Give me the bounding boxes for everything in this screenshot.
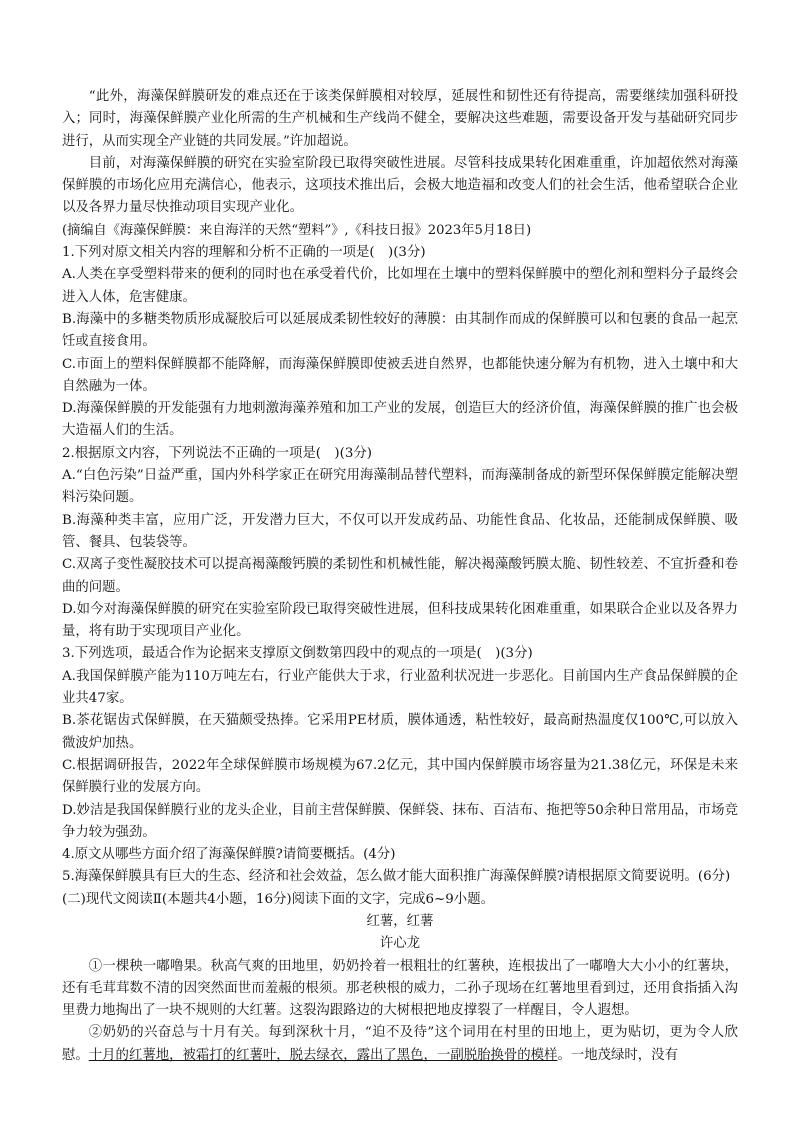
option-c: C.根据调研报告，2022年全球保鲜膜市场规模为67.2亿元，其中国内保鲜膜市场容量为21.38亿元，环保是未来保鲜膜行业的发展方向。 bbox=[62, 757, 738, 796]
option-a: A.“白色污染”日益严重，国内外科学家正在研究用海藻制品替代塑料，而海藻制备成的新型环保保鲜膜定能解决塑料污染问题。 bbox=[62, 468, 738, 506]
question-4: 4.原文从哪些方面介绍了海藻保鲜膜?请简要概括。(4分) bbox=[62, 847, 396, 863]
option-c: C.市面上的塑料保鲜膜都不能降解，而海藻保鲜膜即使被丢进自然界，也都能快速分解为有机物，进入土壤中和大自然融为一体。 bbox=[62, 356, 738, 394]
option-b: B.海藻中的多糖类物质形成凝胶后可以延展成柔韧性较好的薄膜：由其制作而成的保鲜膜可以和包裹的食品一起烹饪或直接食用。 bbox=[62, 311, 738, 350]
section-intro: (二)现代文阅读Ⅱ(本题共4小题，16分)阅读下面的文字，完成6~9小题。 bbox=[62, 891, 494, 907]
passage-paragraph: 目前，对海藻保鲜膜的研究在实验室阶段已取得突破性进展。尽管科技成果转化困难重重，许加超依然对海藻保鲜膜的市场化应用充满信心，他表示，这项技术推出后，会极大地造福和改变人们的社会生活，他希望联合企业以及各界力量尽快推动项目实现产业化。 bbox=[62, 155, 738, 216]
question-5: 5.海藻保鲜膜具有巨大的生态、经济和社会效益，怎么做才能大面积推广海藻保鲜膜?请根据原文简要说明。(6分) bbox=[62, 869, 731, 885]
option-b: B.茶花锯齿式保鲜膜，在天猫颇受热捧。它采用PE材质，膜体通透，粘性较好，最高耐热温度仅100℃,可以放入微波炉加热。 bbox=[62, 713, 738, 751]
question-stem: 3.下列选项，最适合作为论据来支撑原文倒数第四段中的观点的一项是( )(3分) bbox=[62, 646, 533, 662]
document-page bbox=[62, 86, 738, 1067]
option-d: D.妙洁是我国保鲜膜行业的龙头企业，目前主营保鲜膜、保鲜袋、抹布、百洁布、拖把等50余种日常用品，市场竞争力较为强劲。 bbox=[62, 802, 738, 840]
essay-author: 许心龙 bbox=[379, 936, 421, 952]
underlined-sentence: 十月的红薯地，被霜打的红薯叶，脱去绿衣，露出了黑色，一副脱胎换骨的模样 bbox=[88, 1047, 558, 1063]
essay-paragraph bbox=[62, 1022, 738, 1067]
question-stem: 1.下列对原文相关内容的理解和分析不正确的一项是( )(3分) bbox=[62, 245, 426, 261]
option-a: A.我国保鲜膜产能为110万吨左右，行业产能供大于求，行业盈利状况进一步恶化。目前国内生产食品保鲜膜的企业共47家。 bbox=[62, 668, 738, 707]
option-d: D.海藻保鲜膜的开发能强有力地刺激海藻养殖和加工产业的发展，创造巨大的经济价值，海藻保鲜膜的推广也会极大造福人们的生活。 bbox=[62, 401, 738, 439]
paragraph-text: ②奶奶的兴奋总与十月有关。每到深秋十月，“迫不及待”这个词用在村里的田地上，更为贴切，更为令人欣慰。 bbox=[62, 1025, 738, 1063]
question-stem: 2.根据原文内容，下列说法不正确的一项是( )(3分) bbox=[62, 445, 373, 461]
option-b: B.海藻种类丰富，应用广泛，开发潜力巨大，不仅可以开发成药品、功能性食品、化妆品，还能制成保鲜膜、吸管、餐具、包装袋等。 bbox=[62, 512, 738, 550]
option-c: C.双离子变性凝胶技术可以提高褐藻酸钙膜的柔韧性和机械性能，解决褐藻酸钙膜太脆、韧性较差、不宜折叠和卷曲的问题。 bbox=[62, 557, 738, 595]
essay-title: 红薯，红薯 bbox=[366, 913, 434, 929]
source-citation: (摘编自《海藻保鲜膜：来自海洋的天然“塑料”》,《科技日报》2023年5月18日) bbox=[62, 222, 532, 238]
paragraph-text: 。一地茂绿时，没有 bbox=[557, 1047, 678, 1063]
option-d: D.如今对海藻保鲜膜的研究在实验室阶段已取得突破性进展，但科技成果转化困难重重，如果联合企业以及各界力量，将有助于实现项目产业化。 bbox=[62, 601, 738, 640]
passage-paragraph: “此外，海藻保鲜膜研发的难点还在于该类保鲜膜相对较厚，延展性和韧性还有待提高，需要继续加强科研投入；同时，海藻保鲜膜产业化所需的生产机械和生产线尚不健全，要解决这些难题，需要设备开发与基础研究同步进行，从而实现全产业链的共同发展。”许加超说。 bbox=[62, 89, 738, 149]
option-a: A.人类在享受塑料带来的便利的同时也在承受着代价，比如埋在土壤中的塑料保鲜膜中的塑化剂和塑料分子最终会进入人体，危害健康。 bbox=[62, 267, 738, 305]
essay-paragraph: ①一棵秧一嘟噜果。秋高气爽的田地里，奶奶拎着一根粗壮的红薯秧，连根拔出了一嘟噜大大小小的红薯块，还有毛茸茸数不清的因突然面世而羞赧的根须。那老秧根的威力，二孙子现场在红薯地里看到过，还用食指插入沟里费力地掏出了一块不规则的大红薯。这裂沟跟路边的大树根把地皮撑裂了一样醒目，令人遐想。 bbox=[62, 958, 738, 1019]
